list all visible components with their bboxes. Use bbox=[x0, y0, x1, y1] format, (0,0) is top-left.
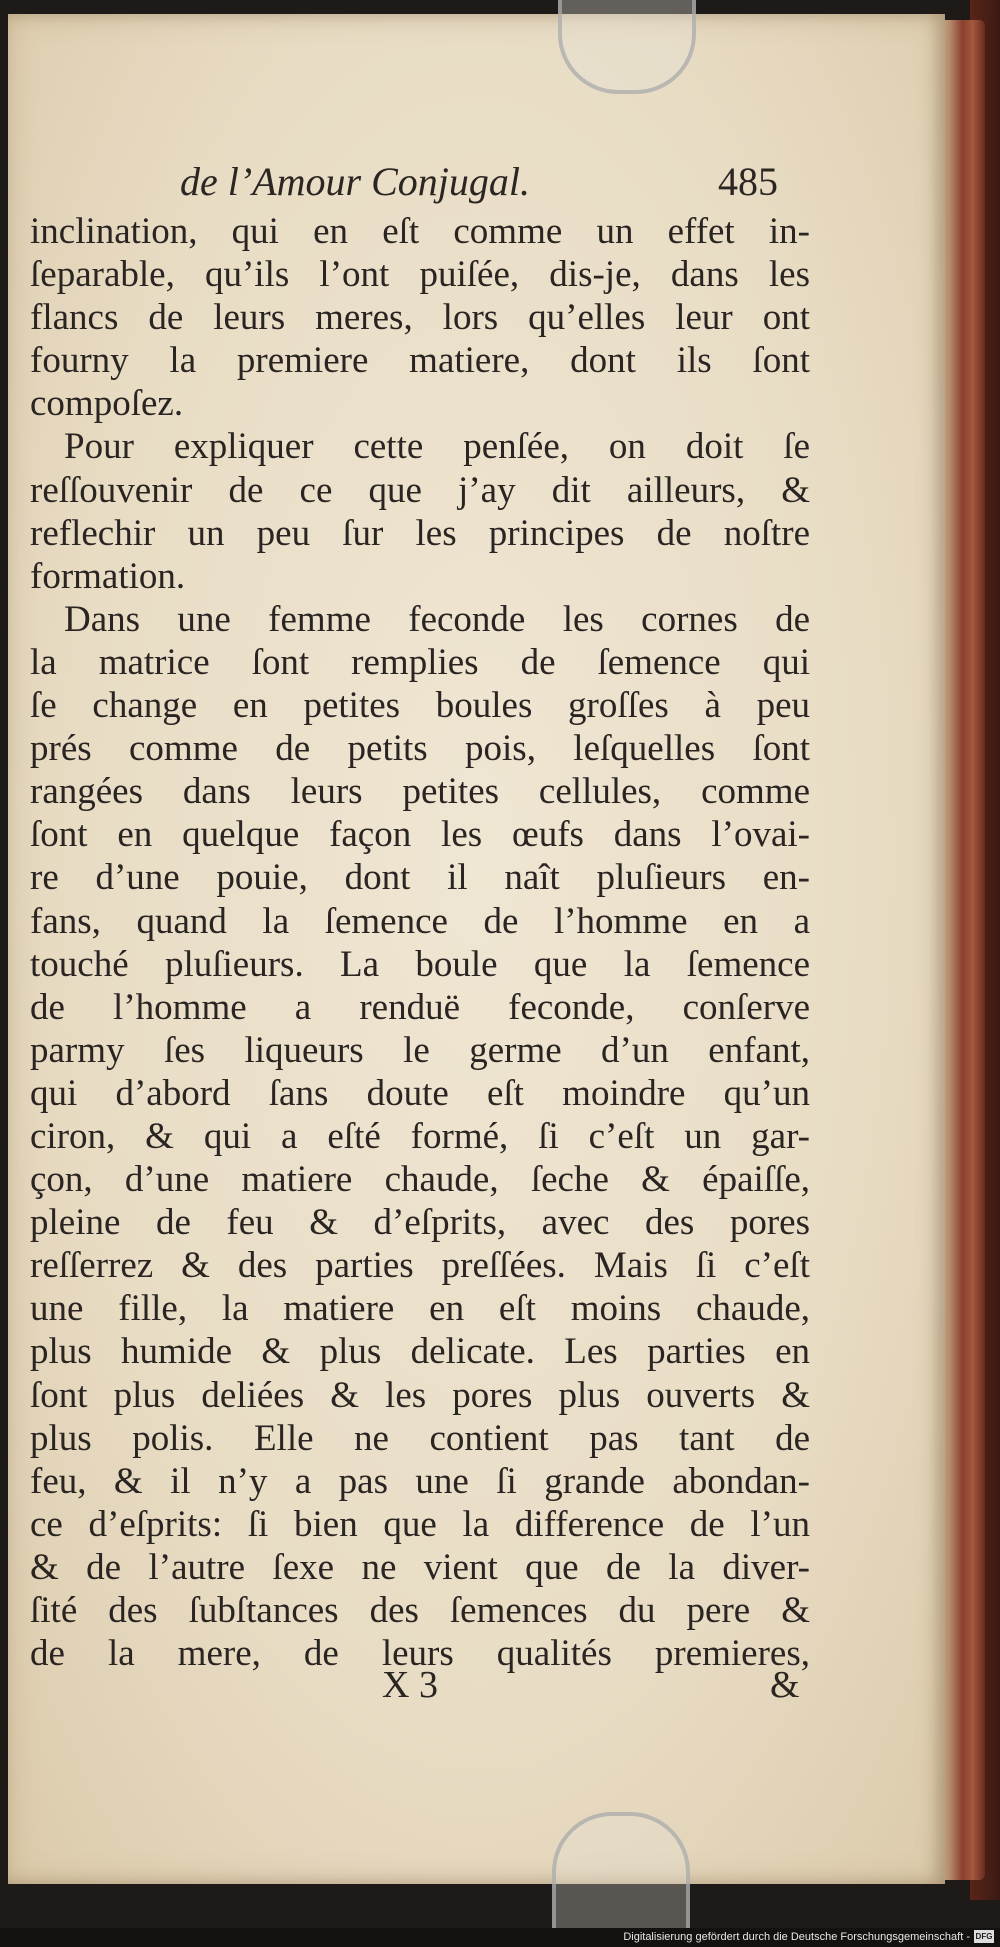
catchword: & bbox=[770, 1664, 800, 1706]
page-footer bbox=[30, 1663, 810, 1713]
text-line: reſſouvenir de ce que j’ay dit ailleurs, & bbox=[30, 469, 810, 511]
text-line: une fille, la matiere en eſt moins chaude, bbox=[30, 1288, 810, 1330]
text-line: re d’une pouie, dont il naît pluſieurs en- bbox=[30, 857, 810, 899]
text-line: fourny la premiere matiere, dont ils ſont bbox=[30, 340, 810, 382]
page-clip-bottom bbox=[552, 1812, 690, 1936]
text-line: de l’homme a renduë feconde, conſerve bbox=[30, 986, 810, 1028]
text-line: çon, d’une matiere chaude, ſeche & épaiſſe, bbox=[30, 1159, 810, 1201]
text-line: ciron, & qui a eſté formé, ſi c’eſt un gar- bbox=[30, 1115, 810, 1157]
page-number: 485 bbox=[718, 159, 778, 204]
text-line: de la mere, de leurs qualités premieres, bbox=[30, 1633, 810, 1675]
running-title: de l’Amour Conjugal. bbox=[180, 159, 530, 204]
text-line: formation. bbox=[30, 555, 186, 597]
text-line: ſont en quelque façon les œufs dans l’ovai- bbox=[30, 814, 810, 856]
text-line: feu, & il n’y a pas une ſi grande abondan- bbox=[30, 1460, 810, 1502]
text-line: plus polis. Elle ne contient pas tant de bbox=[30, 1417, 810, 1459]
text-line: Pour expliquer cette penſée, on doit ſe bbox=[64, 426, 810, 468]
dfg-logo: DFG bbox=[975, 1932, 993, 1941]
text-line: prés comme de petits pois, leſquelles ſont bbox=[30, 728, 810, 770]
text-line: rangées dans leurs petites cellules, comme bbox=[30, 771, 810, 813]
body-text bbox=[30, 210, 810, 1675]
text-line: touché pluſieurs. La boule que la ſemence bbox=[30, 943, 810, 985]
text-line: ſité des ſubſtances des ſemences du pere & bbox=[30, 1590, 810, 1631]
text-line: reflechir un peu ſur les principes de noſtre bbox=[30, 512, 810, 554]
text-line: compoſez. bbox=[30, 383, 184, 425]
text-line: parmy ſes liqueurs le germe d’un enfant, bbox=[30, 1029, 810, 1071]
text-line: la matrice ſont remplies de ſemence qui bbox=[30, 641, 810, 683]
page-header bbox=[30, 158, 810, 210]
text-line: qui d’abord ſans doute eſt moindre qu’un bbox=[30, 1072, 810, 1114]
text-line: inclination, qui en eſt comme un effet in- bbox=[30, 211, 810, 252]
text-line: reſſerrez & des parties preſſées. Mais ſi c’eſt bbox=[30, 1245, 810, 1287]
text-line: ſont plus deliées & les pores plus ouverts & bbox=[30, 1374, 810, 1416]
text-line: ſeparable, qu’ils l’ont puiſée, dis-je, dans les bbox=[30, 254, 810, 296]
digitization-note: Digitalisierung gefördert durch die Deutsche Forschungsgemeinschaft - bbox=[623, 1931, 970, 1943]
text-line: pleine de feu & d’eſprits, avec des pores bbox=[30, 1202, 810, 1244]
signature-mark: X 3 bbox=[382, 1664, 438, 1706]
text-line: & de l’autre ſexe ne vient que de la diver- bbox=[30, 1546, 810, 1588]
text-line: ce d’eſprits: ſi bien que la difference de l’un bbox=[30, 1503, 810, 1545]
text-line: plus humide & plus delicate. Les parties en bbox=[30, 1331, 810, 1373]
text-line: ſe change en petites boules groſſes à peu bbox=[30, 685, 810, 727]
text-line: flancs de leurs meres, lors qu’elles leur ont bbox=[30, 297, 810, 339]
text-line: Dans une femme feconde les cornes de bbox=[64, 598, 810, 640]
text-line: fans, quand la ſemence de l’homme en a bbox=[30, 900, 810, 942]
